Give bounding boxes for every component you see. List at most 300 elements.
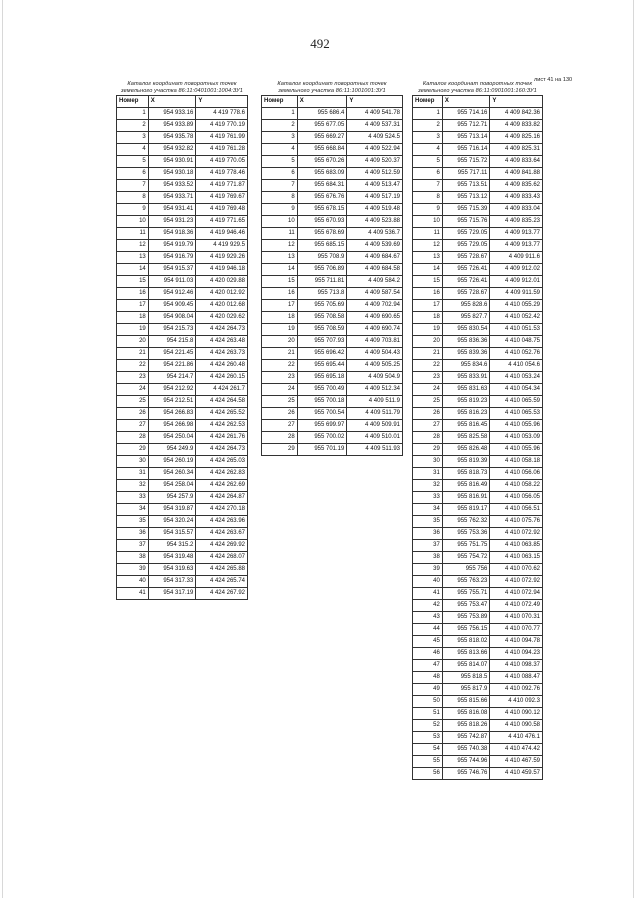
point-number: 10 <box>413 216 443 228</box>
point-number: 38 <box>413 552 443 564</box>
header-number: Номер <box>262 96 298 108</box>
table-row <box>117 312 248 324</box>
x-coordinate: 954 932.82 <box>148 144 196 156</box>
point-number: 29 <box>262 444 298 456</box>
y-coordinate: 4 424 263.96 <box>196 516 248 528</box>
x-coordinate: 955 831.63 <box>442 384 490 396</box>
table-row <box>117 216 248 228</box>
x-coordinate: 955 729.05 <box>442 228 490 240</box>
point-number: 21 <box>117 348 149 360</box>
point-number: 35 <box>413 516 443 528</box>
point-number: 13 <box>413 252 443 264</box>
y-coordinate: 4 410 058.18 <box>490 456 543 468</box>
y-coordinate: 4 410 065.59 <box>490 396 543 408</box>
y-coordinate: 4 410 088.47 <box>490 672 543 684</box>
point-number: 32 <box>413 480 443 492</box>
table-row <box>117 144 248 156</box>
point-number: 4 <box>117 144 149 156</box>
x-coordinate: 954 249.9 <box>148 444 196 456</box>
table-row <box>117 492 248 504</box>
table-row <box>117 360 248 372</box>
scan-edge-right <box>633 0 634 898</box>
x-coordinate: 955 715.39 <box>442 204 490 216</box>
x-coordinate: 955 716.14 <box>442 144 490 156</box>
point-number: 32 <box>117 480 149 492</box>
x-coordinate: 955 686.4 <box>297 108 347 120</box>
table-row <box>117 408 248 420</box>
y-coordinate: 4 424 267.92 <box>196 588 248 600</box>
table-caption-line-2: земельного участка 86:11:1001001:ЗУ1 <box>278 88 386 94</box>
point-number: 20 <box>117 336 149 348</box>
point-number: 5 <box>117 156 149 168</box>
y-coordinate: 4 424 265.88 <box>196 564 248 576</box>
point-number: 12 <box>262 240 298 252</box>
table-row <box>262 132 403 144</box>
y-coordinate: 4 409 519.48 <box>347 204 403 216</box>
table-row <box>262 420 403 432</box>
point-number: 2 <box>262 120 298 132</box>
point-number: 35 <box>117 516 149 528</box>
table-row <box>117 132 248 144</box>
x-coordinate: 955 715.76 <box>442 216 490 228</box>
table-row <box>117 588 248 600</box>
point-number: 42 <box>413 600 443 612</box>
point-number: 7 <box>262 180 298 192</box>
y-coordinate: 4 409 690.74 <box>347 324 403 336</box>
table-row <box>117 240 248 252</box>
y-coordinate: 4 409 537.31 <box>347 120 403 132</box>
table-header-row <box>413 96 543 108</box>
point-number: 37 <box>413 540 443 552</box>
x-coordinate: 954 915.37 <box>148 264 196 276</box>
point-number: 18 <box>117 312 149 324</box>
x-coordinate: 954 221.45 <box>148 348 196 360</box>
table-row <box>117 288 248 300</box>
y-coordinate: 4 409 702.94 <box>347 300 403 312</box>
y-coordinate: 4 410 053.09 <box>490 432 543 444</box>
table-row <box>413 624 543 636</box>
point-number: 15 <box>413 276 443 288</box>
y-coordinate: 4 410 072.92 <box>490 528 543 540</box>
table-row <box>413 300 543 312</box>
x-coordinate: 955 728.67 <box>442 252 490 264</box>
x-coordinate: 955 817.9 <box>442 684 490 696</box>
y-coordinate: 4 409 913.77 <box>490 240 543 252</box>
table-row <box>413 336 543 348</box>
x-coordinate: 955 753.47 <box>442 600 490 612</box>
point-number: 20 <box>413 336 443 348</box>
x-coordinate: 955 701.19 <box>297 444 347 456</box>
x-coordinate: 955 713.51 <box>442 180 490 192</box>
point-number: 41 <box>413 588 443 600</box>
x-coordinate: 955 684.31 <box>297 180 347 192</box>
y-coordinate: 4 410 063.15 <box>490 552 543 564</box>
point-number: 28 <box>413 432 443 444</box>
point-number: 29 <box>117 444 149 456</box>
table-row <box>262 300 403 312</box>
y-coordinate: 4 409 911.6 <box>490 252 543 264</box>
point-number: 6 <box>413 168 443 180</box>
table-row <box>117 540 248 552</box>
x-coordinate: 954 320.24 <box>148 516 196 528</box>
table-row <box>262 108 403 120</box>
table-row <box>413 144 543 156</box>
point-number: 33 <box>413 492 443 504</box>
y-coordinate: 4 419 929.26 <box>196 252 248 264</box>
header-x: X <box>297 96 347 108</box>
y-coordinate: 4 419 761.28 <box>196 144 248 156</box>
table-row <box>413 252 543 264</box>
point-number: 37 <box>117 540 149 552</box>
page-number: 492 <box>310 36 330 51</box>
y-coordinate: 4 410 054.34 <box>490 384 543 396</box>
table-row <box>413 696 543 708</box>
point-number: 4 <box>262 144 298 156</box>
y-coordinate: 4 410 474.42 <box>490 744 543 756</box>
table-row <box>413 732 543 744</box>
x-coordinate: 955 726.41 <box>442 264 490 276</box>
point-number: 25 <box>117 396 149 408</box>
table-row <box>262 228 403 240</box>
table-row <box>117 252 248 264</box>
point-number: 16 <box>117 288 149 300</box>
table-row <box>117 156 248 168</box>
x-coordinate: 954 916.79 <box>148 252 196 264</box>
x-coordinate: 954 931.23 <box>148 216 196 228</box>
point-number: 3 <box>262 132 298 144</box>
x-coordinate: 955 825.58 <box>442 432 490 444</box>
y-coordinate: 4 410 090.58 <box>490 720 543 732</box>
table-row <box>413 540 543 552</box>
x-coordinate: 955 669.27 <box>297 132 347 144</box>
y-coordinate: 4 424 263.48 <box>196 336 248 348</box>
table-row <box>117 528 248 540</box>
table-row <box>413 708 543 720</box>
point-number: 34 <box>413 504 443 516</box>
y-coordinate: 4 424 263.67 <box>196 528 248 540</box>
y-coordinate: 4 409 536.7 <box>347 228 403 240</box>
table-row <box>413 372 543 384</box>
x-coordinate: 955 700.49 <box>297 384 347 396</box>
table-row <box>262 312 403 324</box>
point-number: 10 <box>117 216 149 228</box>
y-coordinate: 4 424 263.73 <box>196 348 248 360</box>
y-coordinate: 4 424 262.83 <box>196 468 248 480</box>
point-number: 39 <box>117 564 149 576</box>
x-coordinate: 954 212.51 <box>148 396 196 408</box>
y-coordinate: 4 424 261.76 <box>196 432 248 444</box>
header-y: Y <box>196 96 248 108</box>
y-coordinate: 4 409 520.37 <box>347 156 403 168</box>
point-number: 11 <box>262 228 298 240</box>
x-coordinate: 954 266.98 <box>148 420 196 432</box>
x-coordinate: 955 819.23 <box>442 396 490 408</box>
table-row <box>413 504 543 516</box>
x-coordinate: 955 683.09 <box>297 168 347 180</box>
table-row <box>117 264 248 276</box>
y-coordinate: 4 409 510.01 <box>347 432 403 444</box>
table-row <box>413 240 543 252</box>
x-coordinate: 955 700.18 <box>297 396 347 408</box>
x-coordinate: 954 215.8 <box>148 336 196 348</box>
y-coordinate: 4 410 055.96 <box>490 444 543 456</box>
table-caption <box>412 81 543 95</box>
x-coordinate: 955 714.16 <box>442 108 490 120</box>
point-number: 36 <box>117 528 149 540</box>
x-coordinate: 955 685.15 <box>297 240 347 252</box>
x-coordinate: 955 713.12 <box>442 192 490 204</box>
table-row <box>262 120 403 132</box>
x-coordinate: 955 744.96 <box>442 756 490 768</box>
table-row <box>413 480 543 492</box>
y-coordinate: 4 409 684.58 <box>347 264 403 276</box>
point-number: 13 <box>117 252 149 264</box>
x-coordinate: 955 713.8 <box>297 288 347 300</box>
table-caption-line-1: Каталог координат поворотных точек <box>127 81 237 87</box>
x-coordinate: 954 908.04 <box>148 312 196 324</box>
y-coordinate: 4 419 778.6 <box>196 108 248 120</box>
point-number: 3 <box>413 132 443 144</box>
y-coordinate: 4 410 090.12 <box>490 708 543 720</box>
point-number: 26 <box>117 408 149 420</box>
table-header-row <box>262 96 403 108</box>
x-coordinate: 955 717.11 <box>442 168 490 180</box>
y-coordinate: 4 410 056.51 <box>490 504 543 516</box>
table-row <box>117 480 248 492</box>
y-coordinate: 4 409 511.79 <box>347 408 403 420</box>
y-coordinate: 4 410 072.92 <box>490 576 543 588</box>
table-row <box>117 180 248 192</box>
y-coordinate: 4 409 587.54 <box>347 288 403 300</box>
table-row <box>413 276 543 288</box>
header-number: Номер <box>117 96 149 108</box>
y-coordinate: 4 409 517.19 <box>347 192 403 204</box>
table-row <box>262 360 403 372</box>
x-coordinate: 955 816.08 <box>442 708 490 720</box>
y-coordinate: 4 409 509.91 <box>347 420 403 432</box>
table-row <box>262 192 403 204</box>
x-coordinate: 955 678.69 <box>297 228 347 240</box>
x-coordinate: 955 695.44 <box>297 360 347 372</box>
y-coordinate: 4 409 912.01 <box>490 276 543 288</box>
table-row <box>413 384 543 396</box>
x-coordinate: 954 317.19 <box>148 588 196 600</box>
table-row <box>262 240 403 252</box>
y-coordinate: 4 410 051.53 <box>490 324 543 336</box>
y-coordinate: 4 409 842.36 <box>490 108 543 120</box>
point-number: 18 <box>413 312 443 324</box>
y-coordinate: 4 410 070.31 <box>490 612 543 624</box>
y-coordinate: 4 410 052.76 <box>490 348 543 360</box>
table-row <box>117 396 248 408</box>
x-coordinate: 955 711.81 <box>297 276 347 288</box>
table-row <box>117 108 248 120</box>
point-number: 6 <box>117 168 149 180</box>
x-coordinate: 955 813.66 <box>442 648 490 660</box>
y-coordinate: 4 424 265.74 <box>196 576 248 588</box>
coordinate-table-block-1 <box>116 81 248 600</box>
y-coordinate: 4 409 512.34 <box>347 384 403 396</box>
point-number: 26 <box>413 408 443 420</box>
y-coordinate: 4 409 511.9 <box>347 396 403 408</box>
x-coordinate: 955 818.5 <box>442 672 490 684</box>
table-row <box>413 612 543 624</box>
x-coordinate: 955 726.41 <box>442 276 490 288</box>
y-coordinate: 4 409 541.78 <box>347 108 403 120</box>
table-row <box>413 768 543 780</box>
table-row <box>262 396 403 408</box>
point-number: 19 <box>262 324 298 336</box>
point-number: 40 <box>117 576 149 588</box>
table-row <box>117 336 248 348</box>
y-coordinate: 4 419 929.5 <box>196 240 248 252</box>
header-y: Y <box>490 96 543 108</box>
point-number: 18 <box>262 312 298 324</box>
x-coordinate: 955 756 <box>442 564 490 576</box>
y-coordinate: 4 410 056.05 <box>490 492 543 504</box>
point-number: 25 <box>413 396 443 408</box>
y-coordinate: 4 409 539.69 <box>347 240 403 252</box>
point-number: 40 <box>413 576 443 588</box>
x-coordinate: 954 315.2 <box>148 540 196 552</box>
point-number: 34 <box>117 504 149 516</box>
x-coordinate: 954 250.04 <box>148 432 196 444</box>
point-number: 1 <box>413 108 443 120</box>
x-coordinate: 954 930.91 <box>148 156 196 168</box>
table-row <box>413 516 543 528</box>
table-row <box>413 312 543 324</box>
point-number: 36 <box>413 528 443 540</box>
x-coordinate: 955 830.54 <box>442 324 490 336</box>
y-coordinate: 4 410 052.42 <box>490 312 543 324</box>
table-row <box>413 120 543 132</box>
table-caption-line-2: земельного участка 86:11:0401001:1004:ЗУ1 <box>121 88 243 94</box>
point-number: 3 <box>117 132 149 144</box>
table-row <box>413 132 543 144</box>
y-coordinate: 4 419 771.87 <box>196 180 248 192</box>
table-row <box>262 432 403 444</box>
table-row <box>117 168 248 180</box>
table-row <box>413 648 543 660</box>
table-row <box>413 324 543 336</box>
table-row <box>117 432 248 444</box>
sheet-label: лист 41 на 130 <box>534 77 573 83</box>
y-coordinate: 4 424 264.87 <box>196 492 248 504</box>
x-coordinate: 955 708.58 <box>297 312 347 324</box>
point-number: 24 <box>413 384 443 396</box>
point-number: 48 <box>413 672 443 684</box>
y-coordinate: 4 409 825.16 <box>490 132 543 144</box>
y-coordinate: 4 424 264.58 <box>196 396 248 408</box>
point-number: 53 <box>413 732 443 744</box>
x-coordinate: 955 833.91 <box>442 372 490 384</box>
table-row <box>413 204 543 216</box>
point-number: 2 <box>117 120 149 132</box>
x-coordinate: 955 699.97 <box>297 420 347 432</box>
x-coordinate: 955 818.02 <box>442 636 490 648</box>
x-coordinate: 955 816.91 <box>442 492 490 504</box>
x-coordinate: 955 818.26 <box>442 720 490 732</box>
x-coordinate: 955 670.93 <box>297 216 347 228</box>
table-row <box>262 408 403 420</box>
table-row <box>262 144 403 156</box>
x-coordinate: 954 317.33 <box>148 576 196 588</box>
y-coordinate: 4 419 946.46 <box>196 228 248 240</box>
y-coordinate: 4 410 092.3 <box>490 696 543 708</box>
y-coordinate: 4 410 072.49 <box>490 600 543 612</box>
point-number: 8 <box>117 192 149 204</box>
point-number: 41 <box>117 588 149 600</box>
x-coordinate: 954 933.71 <box>148 192 196 204</box>
coordinate-table <box>261 95 403 456</box>
header-x: X <box>442 96 490 108</box>
y-coordinate: 4 424 264.73 <box>196 324 248 336</box>
y-coordinate: 4 409 511.93 <box>347 444 403 456</box>
point-number: 27 <box>117 420 149 432</box>
table-row <box>413 552 543 564</box>
x-coordinate: 955 818.73 <box>442 468 490 480</box>
x-coordinate: 955 696.42 <box>297 348 347 360</box>
y-coordinate: 4 424 262.53 <box>196 420 248 432</box>
point-number: 54 <box>413 744 443 756</box>
x-coordinate: 955 826.48 <box>442 444 490 456</box>
table-row <box>413 456 543 468</box>
point-number: 55 <box>413 756 443 768</box>
y-coordinate: 4 410 054.6 <box>490 360 543 372</box>
y-coordinate: 4 424 260.48 <box>196 360 248 372</box>
point-number: 23 <box>262 372 298 384</box>
coordinate-table <box>412 95 543 780</box>
x-coordinate: 955 729.05 <box>442 240 490 252</box>
point-number: 7 <box>413 180 443 192</box>
x-coordinate: 955 668.84 <box>297 144 347 156</box>
point-number: 31 <box>413 468 443 480</box>
point-number: 24 <box>262 384 298 396</box>
table-row <box>413 636 543 648</box>
y-coordinate: 4 409 513.47 <box>347 180 403 192</box>
table-row <box>413 360 543 372</box>
y-coordinate: 4 410 065.53 <box>490 408 543 420</box>
coordinate-table-block-3 <box>412 81 543 780</box>
table-row <box>413 492 543 504</box>
x-coordinate: 955 707.93 <box>297 336 347 348</box>
table-row <box>413 444 543 456</box>
x-coordinate: 955 676.76 <box>297 192 347 204</box>
table-header-row <box>117 96 248 108</box>
table-row <box>117 516 248 528</box>
table-row <box>413 168 543 180</box>
y-coordinate: 4 409 841.88 <box>490 168 543 180</box>
y-coordinate: 4 410 070.77 <box>490 624 543 636</box>
y-coordinate: 4 419 778.46 <box>196 168 248 180</box>
y-coordinate: 4 409 584.2 <box>347 276 403 288</box>
table-row <box>413 672 543 684</box>
x-coordinate: 955 816.45 <box>442 420 490 432</box>
table-caption-line-2: земельного участка 86:11:0901001:160:ЗУ1 <box>418 88 537 94</box>
point-number: 39 <box>413 564 443 576</box>
y-coordinate: 4 409 833.43 <box>490 192 543 204</box>
table-row <box>117 456 248 468</box>
table-row <box>117 564 248 576</box>
table-row <box>413 264 543 276</box>
y-coordinate: 4 409 825.31 <box>490 144 543 156</box>
x-coordinate: 955 819.17 <box>442 504 490 516</box>
y-coordinate: 4 410 075.76 <box>490 516 543 528</box>
x-coordinate: 954 919.79 <box>148 240 196 252</box>
y-coordinate: 4 419 769.67 <box>196 192 248 204</box>
y-coordinate: 4 420 029.62 <box>196 312 248 324</box>
table-row <box>413 468 543 480</box>
